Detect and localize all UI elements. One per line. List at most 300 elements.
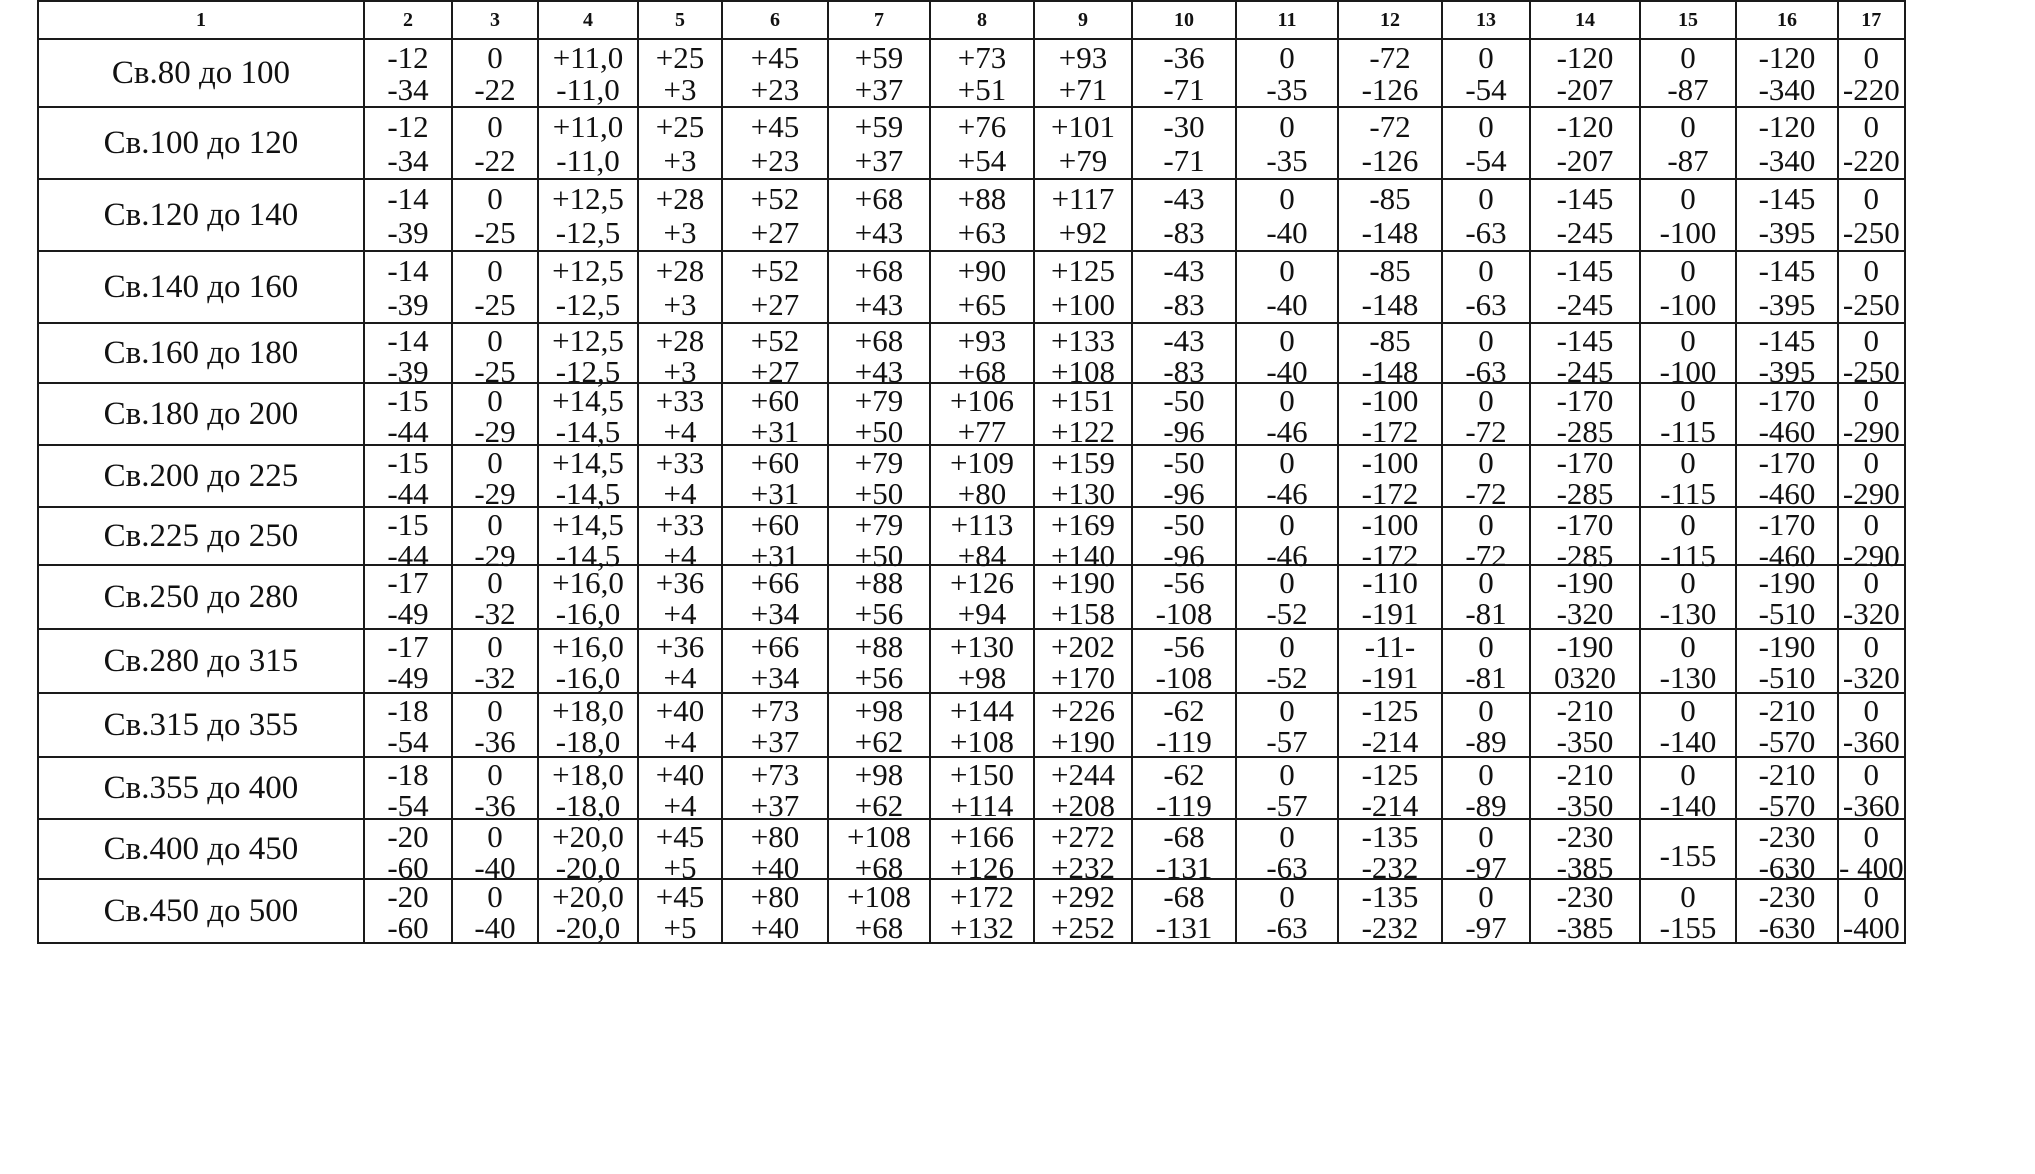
- deviation-cell: [1442, 323, 1530, 389]
- deviation-cell: [1838, 693, 1905, 757]
- lower-deviation: +170: [1051, 660, 1115, 695]
- deviation-cell: [1338, 819, 1442, 885]
- deviation-cell: [1034, 693, 1132, 757]
- upper-deviation: -36: [1163, 39, 1205, 75]
- deviation-cell: [452, 251, 538, 323]
- deviation-cell: [1736, 507, 1838, 573]
- lower-deviation: +65: [957, 286, 1007, 322]
- deviation-cell: [1736, 383, 1838, 449]
- lower-deviation: +31: [750, 414, 800, 449]
- upper-deviation: +244: [1051, 757, 1115, 792]
- deviation-cell: [722, 383, 828, 449]
- deviation-cell: [538, 445, 638, 511]
- upper-deviation: +80: [750, 879, 800, 914]
- deviation-cell: [1132, 879, 1236, 943]
- upper-deviation: +144: [950, 693, 1014, 728]
- size-range-label: Св.250 до 280: [38, 565, 364, 629]
- deviation-cell: [1034, 565, 1132, 629]
- table-row: [38, 507, 1905, 565]
- upper-deviation: +20,0: [552, 879, 624, 914]
- lower-deviation: +232: [1051, 850, 1115, 885]
- upper-deviation: 0: [1680, 445, 1696, 480]
- column-header-9: 9: [1034, 1, 1132, 39]
- deviation-cell: [1132, 819, 1236, 885]
- deviation-cell: [1236, 565, 1338, 629]
- lower-deviation: -54: [1465, 71, 1507, 107]
- deviation-cell: [452, 507, 538, 573]
- upper-deviation: 0: [1279, 507, 1295, 542]
- upper-deviation: 0: [1478, 383, 1494, 418]
- lower-deviation: +5: [663, 910, 697, 945]
- lower-deviation: +27: [750, 286, 800, 322]
- lower-deviation: -126: [1361, 142, 1419, 178]
- deviation-cell: [1530, 445, 1640, 511]
- deviation-cell: [930, 445, 1034, 511]
- upper-deviation: -43: [1163, 323, 1205, 358]
- deviation-cell: [1236, 179, 1338, 251]
- deviation-cell: [538, 323, 638, 389]
- upper-deviation: 0: [1680, 383, 1696, 418]
- deviation-cell: [638, 445, 722, 511]
- lower-deviation: -108: [1155, 660, 1213, 695]
- upper-deviation: +25: [655, 39, 705, 75]
- deviation-cell: [538, 629, 638, 693]
- deviation-cell: [1236, 693, 1338, 757]
- upper-deviation: +150: [950, 757, 1014, 792]
- lower-deviation: -96: [1163, 476, 1205, 511]
- lower-deviation: +4: [663, 724, 697, 759]
- upper-deviation: -145: [1758, 323, 1816, 358]
- deviation-cell: [1838, 107, 1905, 179]
- upper-deviation: -85: [1369, 323, 1411, 358]
- upper-deviation: 0: [1478, 629, 1494, 664]
- upper-deviation: +28: [655, 180, 705, 216]
- deviation-cell: [1442, 445, 1530, 511]
- lower-deviation: -39: [387, 214, 429, 250]
- upper-deviation: +76: [957, 108, 1007, 144]
- deviation-cell: [364, 107, 452, 179]
- upper-deviation: -210: [1556, 757, 1614, 792]
- lower-deviation: -285: [1556, 538, 1614, 573]
- lower-deviation: +27: [750, 214, 800, 250]
- tolerance-table-wrapper: [37, 0, 1906, 944]
- lower-deviation: -320: [1556, 596, 1614, 631]
- upper-deviation: 0: [487, 565, 503, 600]
- deviation-cell: [364, 819, 452, 885]
- deviation-cell: [1838, 879, 1905, 943]
- upper-deviation: 0: [1863, 323, 1880, 358]
- lower-deviation: +31: [750, 538, 800, 573]
- lower-deviation: +63: [957, 214, 1007, 250]
- deviation-cell: [638, 629, 722, 693]
- upper-deviation: -100: [1361, 383, 1419, 418]
- lower-deviation: -395: [1758, 214, 1816, 250]
- lower-deviation: -350: [1556, 788, 1614, 823]
- upper-deviation: 0: [1478, 252, 1494, 288]
- lower-deviation: -126: [1361, 71, 1419, 107]
- lower-deviation: +27: [750, 354, 800, 389]
- upper-deviation: +93: [1058, 39, 1108, 75]
- lower-deviation: -81: [1465, 596, 1507, 631]
- deviation-cell: [1640, 323, 1736, 389]
- lower-deviation: -49: [387, 596, 429, 631]
- deviation-cell: [930, 757, 1034, 823]
- deviation-cell: [1034, 179, 1132, 251]
- upper-deviation: 0: [1279, 879, 1295, 914]
- upper-deviation: 0: [1279, 252, 1295, 288]
- lower-deviation: -285: [1556, 414, 1614, 449]
- upper-deviation: -12: [387, 39, 429, 75]
- upper-deviation: -170: [1556, 445, 1614, 480]
- deviation-cell: [1132, 251, 1236, 323]
- lower-deviation: -400: [1842, 910, 1900, 945]
- lower-deviation: -36: [474, 724, 516, 759]
- upper-deviation: -170: [1758, 383, 1816, 418]
- deviation-cell: [1736, 693, 1838, 757]
- upper-deviation: -120: [1556, 108, 1614, 144]
- upper-deviation: +80: [750, 819, 800, 854]
- upper-deviation: 0: [1279, 445, 1295, 480]
- deviation-cell: [638, 819, 722, 885]
- lower-deviation: +190: [1051, 724, 1115, 759]
- deviation-cell: [364, 39, 452, 107]
- deviation-cell: [930, 507, 1034, 573]
- deviation-cell: [1640, 879, 1736, 943]
- deviation-cell: [1132, 107, 1236, 179]
- deviation-cell: [930, 383, 1034, 449]
- upper-deviation: +25: [655, 108, 705, 144]
- upper-deviation: 0: [1279, 757, 1295, 792]
- lower-deviation: +108: [950, 724, 1014, 759]
- column-header-15: 15: [1640, 1, 1736, 39]
- deviation-cell: [364, 179, 452, 251]
- upper-deviation: +16,0: [552, 629, 624, 664]
- deviation-cell: [452, 565, 538, 629]
- deviation-cell: [538, 879, 638, 943]
- upper-deviation: -15: [387, 445, 429, 480]
- upper-deviation: +66: [750, 629, 800, 664]
- deviation-cell: [828, 323, 930, 389]
- deviation-cell: [930, 819, 1034, 885]
- lower-deviation: +40: [750, 910, 800, 945]
- deviation-cell: [828, 445, 930, 511]
- deviation-cell: [1132, 323, 1236, 389]
- lower-deviation: -207: [1556, 71, 1614, 107]
- deviation-cell: [1338, 757, 1442, 823]
- deviation-cell: [1442, 879, 1530, 943]
- lower-deviation: -35: [1266, 142, 1308, 178]
- upper-deviation: 0: [1279, 819, 1295, 854]
- upper-deviation: +125: [1051, 252, 1115, 288]
- upper-deviation: -85: [1369, 180, 1411, 216]
- column-header-10: 10: [1132, 1, 1236, 39]
- lower-deviation: -290: [1842, 476, 1900, 511]
- lower-deviation: -34: [387, 142, 429, 178]
- upper-deviation: +292: [1051, 879, 1115, 914]
- table-row: [38, 107, 1905, 179]
- column-header-1: 1: [38, 1, 364, 39]
- table-row: [38, 565, 1905, 629]
- lower-deviation: -131: [1155, 910, 1213, 945]
- lower-deviation: +37: [854, 71, 904, 107]
- column-header-6: 6: [722, 1, 828, 39]
- upper-deviation: 0: [1279, 565, 1295, 600]
- upper-deviation: -210: [1758, 757, 1816, 792]
- upper-deviation: +52: [750, 180, 800, 216]
- deviation-cell: [1442, 251, 1530, 323]
- deviation-cell: [364, 507, 452, 573]
- lower-deviation: -12,5: [555, 286, 621, 322]
- upper-deviation: 0: [487, 507, 503, 542]
- upper-deviation: +226: [1051, 693, 1115, 728]
- lower-deviation: -245: [1556, 286, 1614, 322]
- deviation-cell: [538, 107, 638, 179]
- lower-deviation: -87: [1667, 142, 1709, 178]
- lower-deviation: +37: [854, 142, 904, 178]
- table-row: [38, 693, 1905, 757]
- deviation-cell: [1530, 565, 1640, 629]
- upper-deviation: -125: [1361, 693, 1419, 728]
- upper-deviation: 0: [1478, 757, 1494, 792]
- deviation-cell: [452, 179, 538, 251]
- deviation-cell: [1736, 757, 1838, 823]
- lower-deviation: -510: [1758, 660, 1816, 695]
- lower-deviation: -245: [1556, 354, 1614, 389]
- upper-deviation: -100: [1361, 507, 1419, 542]
- deviation-cell: [538, 757, 638, 823]
- deviation-cell: [1736, 565, 1838, 629]
- upper-deviation: +11,0: [552, 108, 624, 144]
- deviation-cell: [452, 879, 538, 943]
- upper-deviation: +14,5: [552, 507, 624, 542]
- deviation-cell: [930, 323, 1034, 389]
- upper-deviation: -43: [1163, 180, 1205, 216]
- deviation-cell: [538, 179, 638, 251]
- upper-deviation: -170: [1556, 507, 1614, 542]
- lower-deviation: +56: [854, 596, 904, 631]
- upper-deviation: 0: [487, 879, 503, 914]
- lower-deviation: -250: [1842, 286, 1900, 322]
- deviation-cell: [722, 879, 828, 943]
- upper-deviation: +18,0: [552, 693, 624, 728]
- upper-deviation: -50: [1163, 507, 1205, 542]
- upper-deviation: -85: [1369, 252, 1411, 288]
- lower-deviation: -89: [1465, 788, 1507, 823]
- lower-deviation: -130: [1659, 660, 1717, 695]
- upper-deviation: +101: [1051, 108, 1115, 144]
- deviation-cell: [828, 383, 930, 449]
- lower-deviation: +37: [750, 788, 800, 823]
- lower-deviation: +208: [1051, 788, 1115, 823]
- deviation-cell: [638, 879, 722, 943]
- upper-deviation: 0: [487, 819, 503, 854]
- upper-deviation: +52: [750, 323, 800, 358]
- upper-deviation: 0: [1478, 39, 1494, 75]
- deviation-cell: [1236, 323, 1338, 389]
- upper-deviation: +11,0: [552, 39, 624, 75]
- deviation-cell: [1530, 507, 1640, 573]
- lower-deviation: +130: [1051, 476, 1115, 511]
- lower-deviation: -131: [1155, 850, 1213, 885]
- upper-deviation: -14: [387, 252, 429, 288]
- lower-deviation: -63: [1266, 850, 1308, 885]
- deviation-cell: [452, 445, 538, 511]
- lower-deviation: +122: [1051, 414, 1115, 449]
- upper-deviation: +68: [854, 323, 904, 358]
- deviation-cell: [1736, 819, 1838, 885]
- upper-deviation: 0: [1863, 445, 1880, 480]
- upper-deviation: 0: [1478, 819, 1494, 854]
- deviation-cell: [1442, 179, 1530, 251]
- lower-deviation: -54: [387, 724, 429, 759]
- lower-deviation: -25: [474, 214, 516, 250]
- lower-deviation: +92: [1058, 214, 1108, 250]
- deviation-cell: [1736, 629, 1838, 693]
- upper-deviation: +159: [1051, 445, 1115, 480]
- deviation-cell: [1640, 757, 1736, 823]
- deviation-cell: [364, 879, 452, 943]
- deviation-cell: [828, 629, 930, 693]
- upper-deviation: 0: [1863, 507, 1880, 542]
- lower-deviation: -87: [1667, 71, 1709, 107]
- upper-deviation: +45: [750, 108, 800, 144]
- deviation-cell: [1338, 179, 1442, 251]
- lower-deviation: -290: [1842, 538, 1900, 573]
- deviation-cell: [930, 39, 1034, 107]
- size-range-label: Св.80 до 100: [38, 39, 364, 107]
- deviation-cell: [828, 251, 930, 323]
- lower-deviation: -630: [1758, 850, 1816, 885]
- upper-deviation: -50: [1163, 445, 1205, 480]
- lower-deviation: +68: [957, 354, 1007, 389]
- deviation-cell: [1034, 323, 1132, 389]
- upper-deviation: +98: [854, 693, 904, 728]
- upper-deviation: -230: [1556, 819, 1614, 854]
- deviation-cell: [828, 179, 930, 251]
- lower-deviation: -49: [387, 660, 429, 695]
- upper-deviation: 0: [1680, 693, 1696, 728]
- upper-deviation: 0: [1279, 629, 1295, 664]
- deviation-cell: [1736, 251, 1838, 323]
- lower-deviation: -57: [1266, 724, 1308, 759]
- deviation-cell: [1034, 251, 1132, 323]
- lower-deviation: -97: [1465, 850, 1507, 885]
- upper-deviation: 0: [1279, 323, 1295, 358]
- upper-deviation: -120: [1556, 39, 1614, 75]
- lower-deviation: +132: [950, 910, 1014, 945]
- deviation-cell: [1034, 757, 1132, 823]
- lower-deviation: -60: [387, 910, 429, 945]
- deviation-cell: [1132, 629, 1236, 693]
- upper-deviation: +190: [1051, 565, 1115, 600]
- upper-deviation: 0: [1680, 629, 1696, 664]
- deviation-cell: [1338, 39, 1442, 107]
- lower-deviation: +94: [957, 596, 1007, 631]
- upper-deviation: -190: [1758, 629, 1816, 664]
- size-range-label: Св.100 до 120: [38, 107, 364, 179]
- deviation-cell: [722, 507, 828, 573]
- upper-deviation: +33: [655, 383, 705, 418]
- upper-deviation: 0: [1279, 383, 1295, 418]
- upper-deviation: +73: [957, 39, 1007, 75]
- lower-deviation: -570: [1758, 788, 1816, 823]
- lower-deviation: +140: [1051, 538, 1115, 573]
- lower-deviation: +108: [1051, 354, 1115, 389]
- deviation-cell: [1838, 179, 1905, 251]
- lower-deviation: +54: [957, 142, 1007, 178]
- upper-deviation: -145: [1556, 180, 1614, 216]
- upper-deviation: -15: [387, 507, 429, 542]
- upper-deviation: 0: [1680, 879, 1696, 914]
- lower-deviation: -18,0: [555, 788, 621, 823]
- upper-deviation: -18: [387, 757, 429, 792]
- lower-deviation: +56: [854, 660, 904, 695]
- table-row: [38, 629, 1905, 693]
- upper-deviation: +59: [854, 39, 904, 75]
- deviation-cell: [638, 693, 722, 757]
- table-row: [38, 445, 1905, 507]
- lower-deviation: -63: [1266, 910, 1308, 945]
- deviation-cell: [1442, 693, 1530, 757]
- upper-deviation: +36: [655, 565, 705, 600]
- upper-deviation: -56: [1163, 629, 1205, 664]
- upper-deviation: -145: [1758, 252, 1816, 288]
- upper-deviation: +79: [854, 507, 904, 542]
- column-header-11: 11: [1236, 1, 1338, 39]
- deviation-cell: [1838, 819, 1905, 885]
- lower-deviation: -115: [1660, 476, 1716, 511]
- upper-deviation: -135: [1361, 819, 1419, 854]
- deviation-cell: [1132, 383, 1236, 449]
- deviation-cell: [538, 507, 638, 573]
- lower-deviation: -320: [1842, 596, 1900, 631]
- upper-deviation: -170: [1758, 507, 1816, 542]
- size-range-label: Св.280 до 315: [38, 629, 364, 693]
- deviation-cell: [1132, 179, 1236, 251]
- column-header-4: 4: [538, 1, 638, 39]
- lower-deviation: -40: [474, 910, 516, 945]
- lower-deviation: +252: [1051, 910, 1115, 945]
- deviation-cell: [828, 565, 930, 629]
- lower-deviation: +37: [750, 724, 800, 759]
- deviation-cell: [930, 629, 1034, 693]
- lower-deviation: -285: [1556, 476, 1614, 511]
- lower-deviation: +43: [854, 286, 904, 322]
- upper-deviation: 0: [1863, 819, 1880, 854]
- table-row: [38, 179, 1905, 251]
- table-body: [38, 39, 1905, 943]
- upper-deviation: +45: [655, 819, 705, 854]
- upper-deviation: -230: [1758, 879, 1816, 914]
- lower-deviation: -11,0: [556, 71, 620, 107]
- upper-deviation: -190: [1556, 565, 1614, 600]
- upper-deviation: +66: [750, 565, 800, 600]
- deviation-cell: [1442, 757, 1530, 823]
- upper-deviation: +20,0: [552, 819, 624, 854]
- deviation-cell: [1530, 819, 1640, 885]
- deviation-cell: [1034, 629, 1132, 693]
- upper-deviation: +33: [655, 445, 705, 480]
- deviation-cell: [722, 107, 828, 179]
- deviation-cell: [538, 693, 638, 757]
- deviation-cell: [828, 879, 930, 943]
- upper-deviation: 0: [1863, 108, 1880, 144]
- lower-deviation: +126: [950, 850, 1014, 885]
- lower-deviation: -290: [1842, 414, 1900, 449]
- lower-deviation: -83: [1163, 286, 1205, 322]
- lower-deviation: -510: [1758, 596, 1816, 631]
- lower-deviation: - 400: [1839, 850, 1904, 885]
